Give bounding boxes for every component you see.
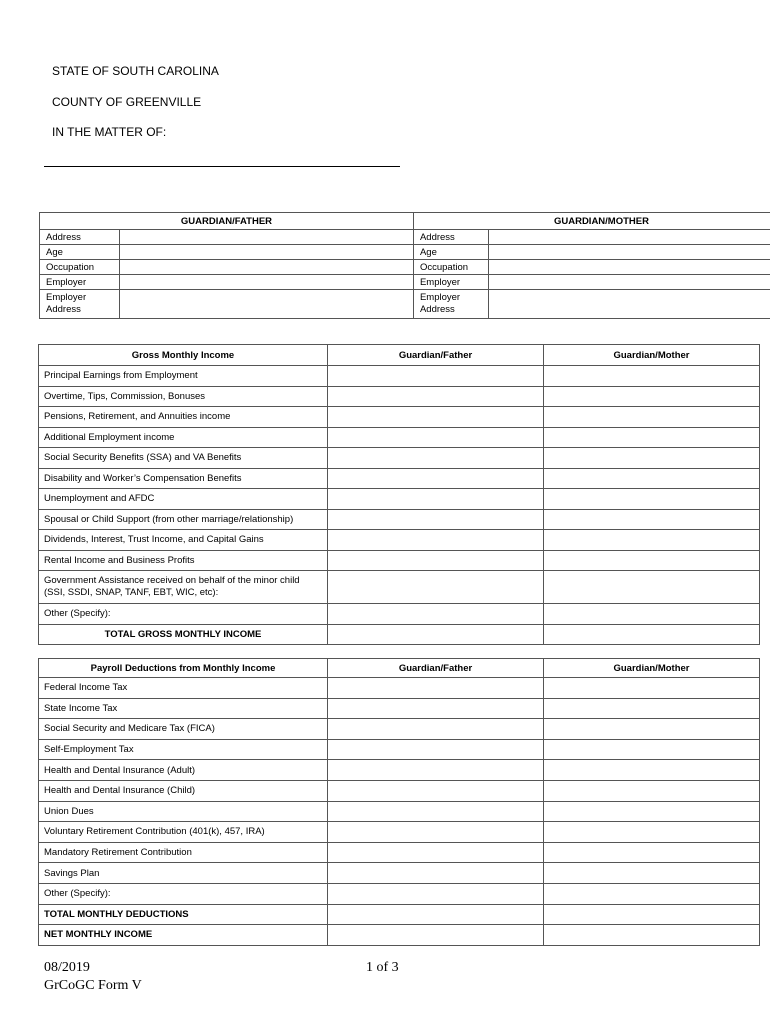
income-mother-cell[interactable] bbox=[544, 468, 760, 489]
deduction-mother-cell[interactable] bbox=[544, 801, 760, 822]
income-row-label: Other (Specify): bbox=[39, 604, 328, 625]
father-address-label: Address bbox=[40, 230, 120, 245]
income-row-label: Dividends, Interest, Trust Income, and Capital Gains bbox=[39, 530, 328, 551]
deduction-row-label: Federal Income Tax bbox=[39, 678, 328, 699]
deductions-total-father-cell[interactable] bbox=[328, 904, 544, 925]
deductions-father-header: Guardian/Father bbox=[328, 659, 544, 678]
income-mother-cell[interactable] bbox=[544, 407, 760, 428]
income-category-header: Gross Monthly Income bbox=[39, 345, 328, 366]
deduction-father-cell[interactable] bbox=[328, 780, 544, 801]
deduction-father-cell[interactable] bbox=[328, 863, 544, 884]
income-row-label: Principal Earnings from Employment bbox=[39, 366, 328, 387]
income-father-cell[interactable] bbox=[328, 530, 544, 551]
deduction-row-label: Health and Dental Insurance (Adult) bbox=[39, 760, 328, 781]
deduction-row-label: Voluntary Retirement Contribution (401(k), 457, IRA) bbox=[39, 822, 328, 843]
income-total-father-cell[interactable] bbox=[328, 624, 544, 645]
deduction-mother-cell[interactable] bbox=[544, 842, 760, 863]
deduction-row-label: Health and Dental Insurance (Child) bbox=[39, 780, 328, 801]
deduction-row-label: Savings Plan bbox=[39, 863, 328, 884]
income-mother-cell[interactable] bbox=[544, 571, 760, 604]
deduction-row-label: Self-Employment Tax bbox=[39, 739, 328, 760]
deduction-mother-cell[interactable] bbox=[544, 883, 760, 904]
deduction-father-cell[interactable] bbox=[328, 883, 544, 904]
deduction-father-cell[interactable] bbox=[328, 739, 544, 760]
income-row-label: Disability and Worker’s Compensation Benefits bbox=[39, 468, 328, 489]
footer-date: 08/2019 bbox=[44, 960, 90, 975]
income-father-cell[interactable] bbox=[328, 571, 544, 604]
income-father-cell[interactable] bbox=[328, 509, 544, 530]
income-father-cell[interactable] bbox=[328, 468, 544, 489]
income-mother-cell[interactable] bbox=[544, 509, 760, 530]
income-father-cell[interactable] bbox=[328, 550, 544, 571]
income-father-header: Guardian/Father bbox=[328, 345, 544, 366]
parents-info-table bbox=[39, 212, 770, 319]
father-occupation-label: Occupation bbox=[40, 260, 120, 275]
deduction-father-cell[interactable] bbox=[328, 698, 544, 719]
income-mother-cell[interactable] bbox=[544, 427, 760, 448]
income-mother-header: Guardian/Mother bbox=[544, 345, 760, 366]
income-father-cell[interactable] bbox=[328, 489, 544, 510]
income-row-label: Pensions, Retirement, and Annuities income bbox=[39, 407, 328, 428]
deductions-total-label: TOTAL MONTHLY DEDUCTIONS bbox=[39, 904, 328, 925]
deduction-mother-cell[interactable] bbox=[544, 739, 760, 760]
income-father-cell[interactable] bbox=[328, 366, 544, 387]
income-father-cell[interactable] bbox=[328, 407, 544, 428]
deductions-category-header: Payroll Deductions from Monthly Income bbox=[39, 659, 328, 678]
income-father-cell[interactable] bbox=[328, 448, 544, 469]
mother-occupation-label: Occupation bbox=[413, 260, 488, 275]
mother-age-field[interactable] bbox=[489, 245, 770, 260]
deduction-row-label: Social Security and Medicare Tax (FICA) bbox=[39, 719, 328, 740]
deduction-mother-cell[interactable] bbox=[544, 698, 760, 719]
income-mother-cell[interactable] bbox=[544, 489, 760, 510]
income-mother-cell[interactable] bbox=[544, 550, 760, 571]
mother-employer-label: Employer bbox=[413, 275, 488, 290]
income-father-cell[interactable] bbox=[328, 427, 544, 448]
father-employer-address-field[interactable] bbox=[120, 290, 414, 319]
income-father-cell[interactable] bbox=[328, 386, 544, 407]
deduction-father-cell[interactable] bbox=[328, 842, 544, 863]
page-number: 1 of 3 bbox=[366, 960, 399, 975]
deduction-father-cell[interactable] bbox=[328, 719, 544, 740]
income-father-cell[interactable] bbox=[328, 604, 544, 625]
mother-employer-address-label: Employer Address bbox=[413, 290, 488, 319]
mother-address-field[interactable] bbox=[489, 230, 770, 245]
income-mother-cell[interactable] bbox=[544, 366, 760, 387]
income-row-label: Social Security Benefits (SSA) and VA Benefits bbox=[39, 448, 328, 469]
deduction-row-label: Union Dues bbox=[39, 801, 328, 822]
deductions-mother-header: Guardian/Mother bbox=[544, 659, 760, 678]
income-row-label: Spousal or Child Support (from other marriage/relationship) bbox=[39, 509, 328, 530]
father-age-field[interactable] bbox=[120, 245, 414, 260]
income-mother-cell[interactable] bbox=[544, 386, 760, 407]
deduction-row-label: Mandatory Retirement Contribution bbox=[39, 842, 328, 863]
gross-income-table bbox=[38, 344, 760, 645]
guardian-mother-heading: GUARDIAN/MOTHER bbox=[413, 213, 770, 230]
father-employer-address-label: Employer Address bbox=[40, 290, 120, 319]
mother-employer-field[interactable] bbox=[489, 275, 770, 290]
deductions-total-mother-cell[interactable] bbox=[544, 904, 760, 925]
income-total-label: TOTAL GROSS MONTHLY INCOME bbox=[39, 624, 328, 645]
income-row-label: Unemployment and AFDC bbox=[39, 489, 328, 510]
income-mother-cell[interactable] bbox=[544, 448, 760, 469]
deduction-father-cell[interactable] bbox=[328, 801, 544, 822]
deduction-father-cell[interactable] bbox=[328, 678, 544, 699]
deduction-mother-cell[interactable] bbox=[544, 780, 760, 801]
net-income-father-cell[interactable] bbox=[328, 925, 544, 946]
deduction-mother-cell[interactable] bbox=[544, 760, 760, 781]
matter-name-line[interactable] bbox=[44, 166, 400, 167]
payroll-deductions-table bbox=[38, 658, 760, 946]
footer-form-id: GrCoGC Form V bbox=[44, 978, 142, 993]
matter-heading: IN THE MATTER OF: bbox=[52, 125, 167, 139]
deduction-father-cell[interactable] bbox=[328, 822, 544, 843]
income-mother-cell[interactable] bbox=[544, 604, 760, 625]
deduction-mother-cell[interactable] bbox=[544, 863, 760, 884]
income-row-label: Rental Income and Business Profits bbox=[39, 550, 328, 571]
mother-address-label: Address bbox=[413, 230, 488, 245]
father-occupation-field[interactable] bbox=[120, 260, 414, 275]
mother-age-label: Age bbox=[413, 245, 488, 260]
income-row-label: Additional Employment income bbox=[39, 427, 328, 448]
income-row-label: Government Assistance received on behalf of the minor child (SSI, SSDI, SNAP, TANF, EBT, WIC, etc): bbox=[39, 571, 328, 604]
income-total-mother-cell[interactable] bbox=[544, 624, 760, 645]
state-heading: STATE OF SOUTH CAROLINA bbox=[52, 64, 219, 78]
mother-employer-address-field[interactable] bbox=[489, 290, 770, 319]
mother-occupation-field[interactable] bbox=[489, 260, 770, 275]
income-mother-cell[interactable] bbox=[544, 530, 760, 551]
deduction-mother-cell[interactable] bbox=[544, 719, 760, 740]
father-address-field[interactable] bbox=[120, 230, 414, 245]
net-income-mother-cell[interactable] bbox=[544, 925, 760, 946]
deduction-mother-cell[interactable] bbox=[544, 822, 760, 843]
income-row-label: Overtime, Tips, Commission, Bonuses bbox=[39, 386, 328, 407]
father-age-label: Age bbox=[40, 245, 120, 260]
net-income-label: NET MONTHLY INCOME bbox=[39, 925, 328, 946]
guardian-father-heading: GUARDIAN/FATHER bbox=[40, 213, 414, 230]
county-heading: COUNTY OF GREENVILLE bbox=[52, 95, 202, 109]
deduction-row-label: State Income Tax bbox=[39, 698, 328, 719]
deduction-father-cell[interactable] bbox=[328, 760, 544, 781]
deduction-row-label: Other (Specify): bbox=[39, 883, 328, 904]
father-employer-label: Employer bbox=[40, 275, 120, 290]
deduction-mother-cell[interactable] bbox=[544, 678, 760, 699]
father-employer-field[interactable] bbox=[120, 275, 414, 290]
